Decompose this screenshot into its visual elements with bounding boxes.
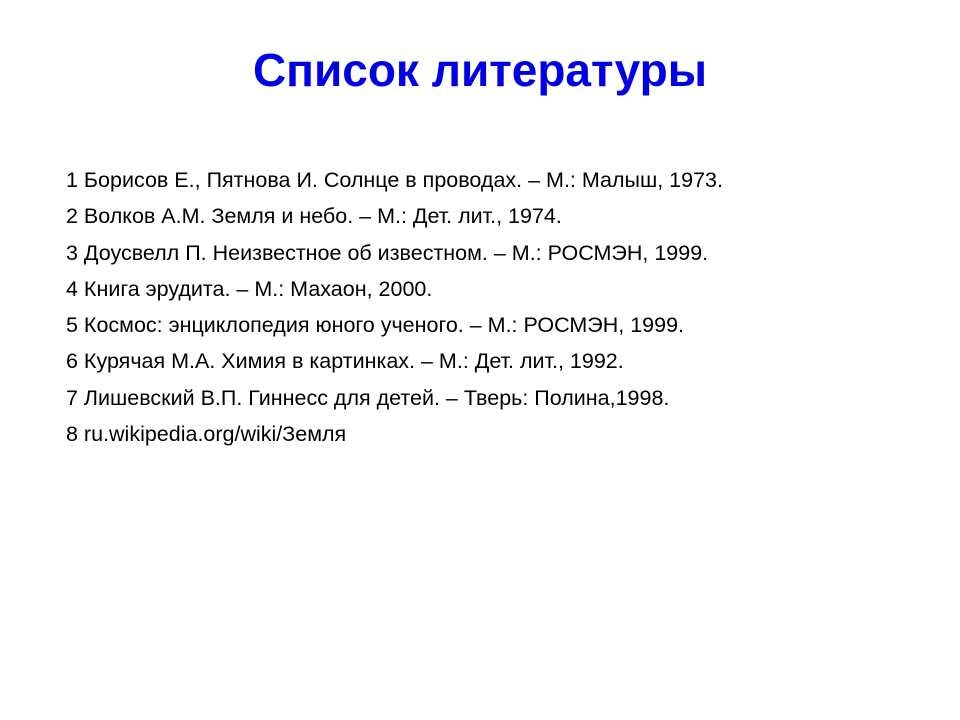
- reference-list: [66, 162, 926, 452]
- reference-item: 3 Доусвелл П. Неизвестное об известном. – М.: РОСМЭН, 1999.: [66, 240, 709, 265]
- reference-item: 4 Книга эрудита. – М.: Махаон, 2000.: [66, 276, 433, 301]
- slide-title: Список литературы: [252, 44, 708, 96]
- reference-item: 7 Лишевский В.П. Гиннесс для детей. – Тверь: Полина,1998.: [66, 385, 670, 410]
- reference-item: 2 Волков А.М. Земля и небо. – М.: Дет. лит., 1974.: [66, 204, 562, 229]
- reference-item: 5 Космос: энциклопедия юного ученого. – М.: РОСМЭН, 1999.: [66, 313, 684, 338]
- reference-item: 1 Борисов Е., Пятнова И. Солнце в проводах. – М.: Малыш, 1973.: [66, 168, 723, 192]
- reference-item: 8 ru.wikipedia.org/wiki/Земля: [66, 422, 347, 447]
- reference-item: 6 Курячая М.А. Химия в картинках. – М.: Дет. лит., 1992.: [66, 349, 624, 374]
